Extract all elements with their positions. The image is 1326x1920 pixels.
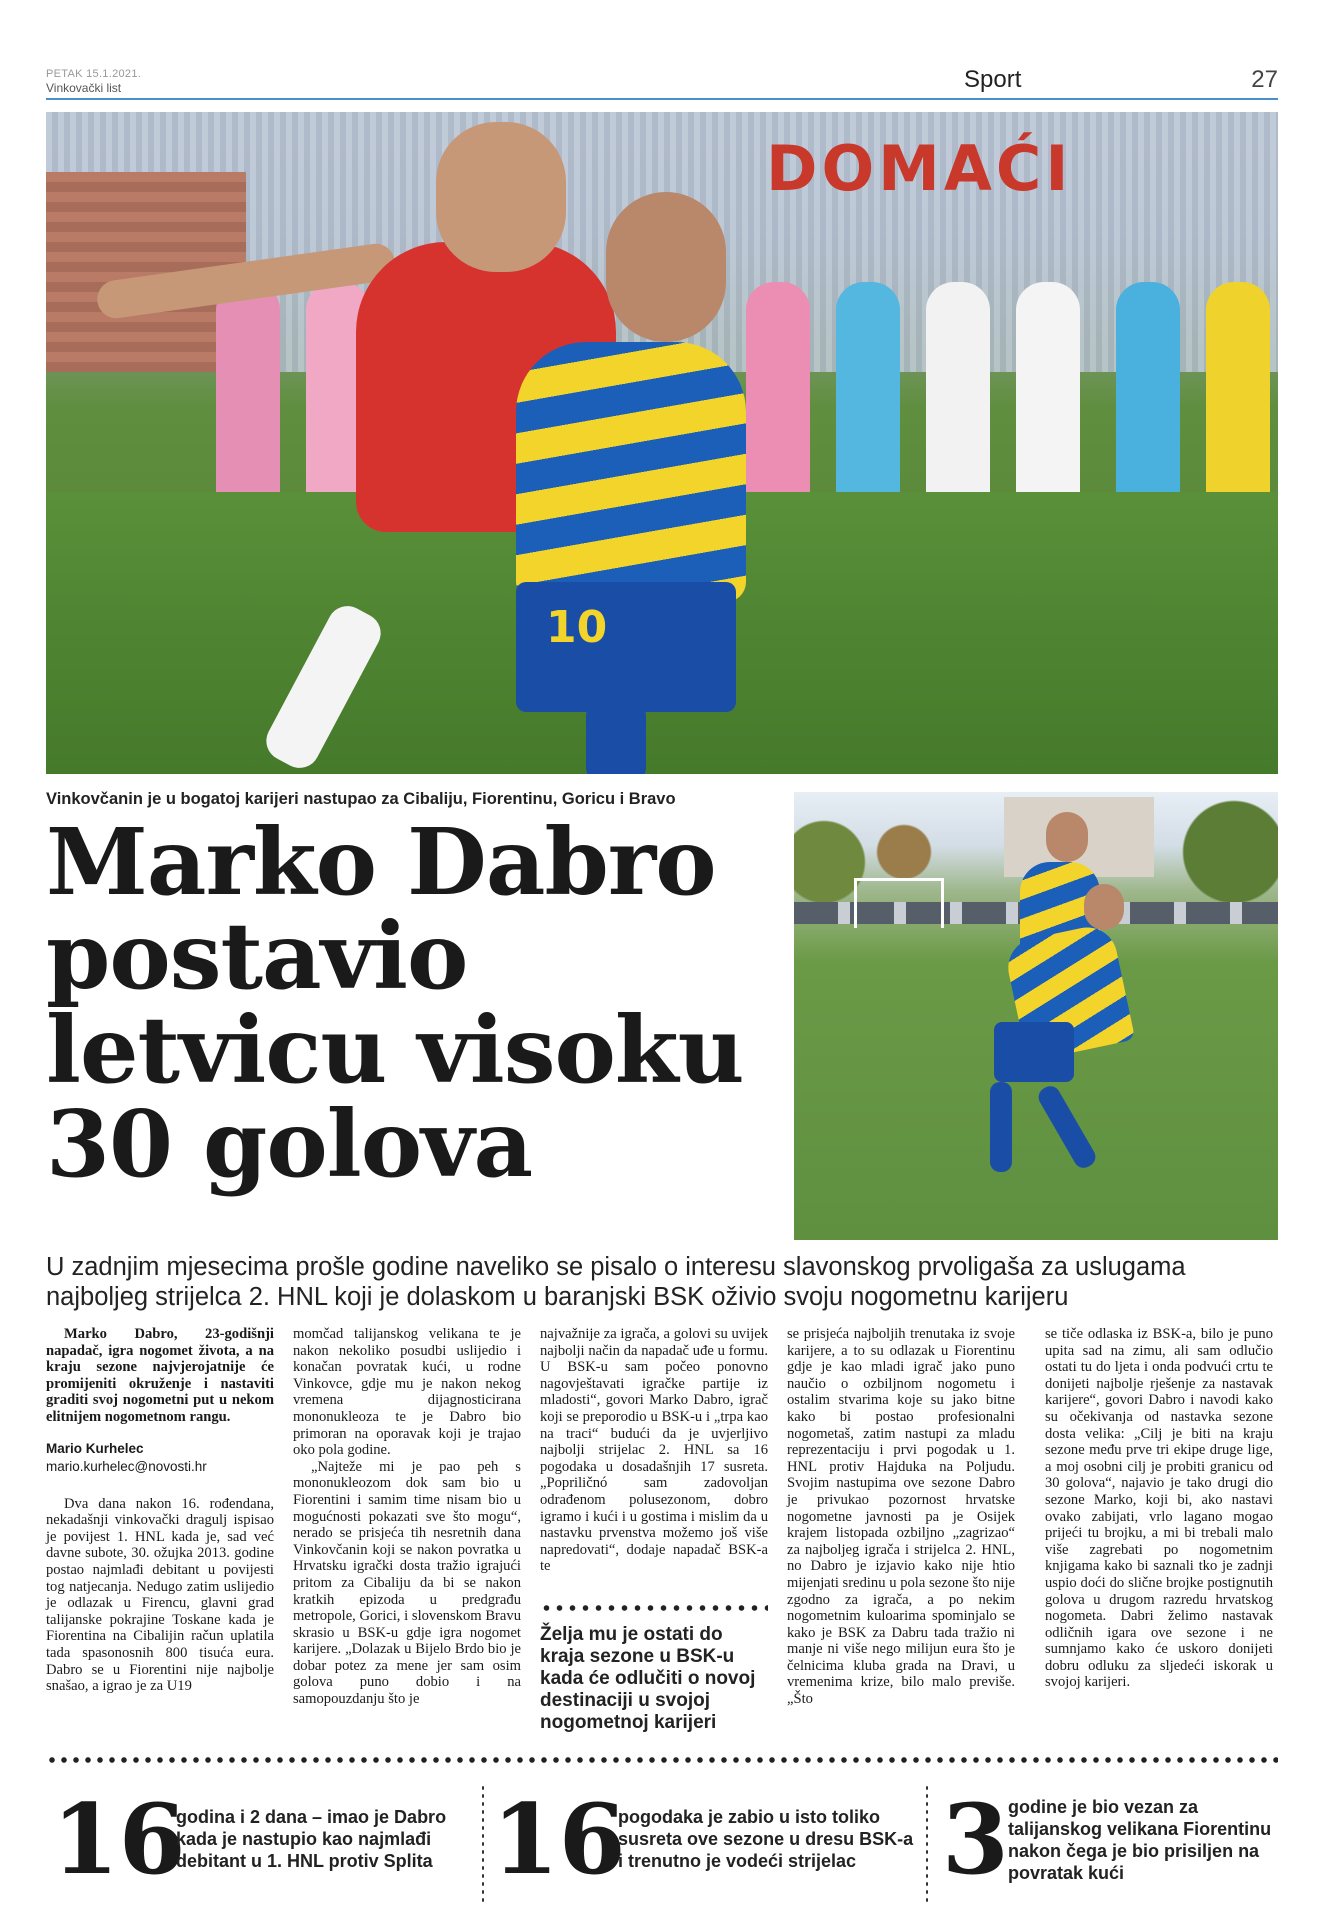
bench-player [926, 282, 990, 502]
deck: U zadnjim mjesecima prošle godine naveliko se pisalo o interesu slavonskog prvoligaša za uslugama najboljeg strijelca 2. HNL koji je dolaskom u baranjski BSK oživio svoju nogometnu karijeru [46, 1253, 1186, 1311]
fact-separator [482, 1784, 484, 1904]
body-paragraph: „Najteže mi je pao peh s mononukleozom dok sam bio u Fiorentini i samim time nisam bio u mogućnosti pokazati sve što mogu“, nerado se prisjeća tih nesretnih dana Vinkovčanin koji se nakon povratka u Hrvatsku igrački dosta tražio igrajući pritom za Cibaliju da bi se nakon kratkih epizoda u predgrađu metropole, Gorici, i slovenskom Bravu skrasio u BSK-u gdje igra nogomet karijere. „Dolazak u Bijelo Brdo bio je dobar potez za mene jer sam osim golova puno dobio i na samopouzdanju što je [293, 1458, 521, 1708]
page-number: 27 [1251, 66, 1278, 93]
player-head [1046, 812, 1088, 862]
byline [46, 1440, 274, 1476]
page-header [46, 66, 1278, 100]
facts-divider [46, 1756, 1278, 1764]
fact-text: godina i 2 dana – imao je Dabro kada je nastupio kao najmlađi debitant u 1. HNL protiv Splita [176, 1807, 447, 1871]
yellow-player-head [606, 192, 726, 342]
fact-number: 16 [492, 1783, 626, 1896]
red-player-head [436, 122, 566, 272]
headline-line: postavio [46, 902, 468, 1010]
pull-quote: Želja mu je ostati do kraja sezone u BSK-u kada će odlučiti o novoj destinaciji u svojoj nogometnoj karijeri [540, 1624, 756, 1733]
body-paragraph: se prisjeća najboljih trenutaka iz svoje karijere, a to su odlazak u Fiorentinu gdje je kao mladi igrač jako puno naučio o ozbiljnom nogometu i ostalim stvarima koje su jako bitne kako bi postao profesionalni nogometaš, zatim nastupi za mladu reprezentaciju i prvi pogodak u 1. HNL protiv Hajduka na Poljudu. Svojim nastupima ove sezone Dabro je privukao pozornost hrvatske nogometne javnosti pa je Osijek krajem listopada ozbiljno „zagrizao“ za najboljeg igrača i strijelca 2. HNL, no Dabro je izjavio kako nije htio mijenjati sredinu u pola sezone što nije zgodno za igrača, a po nekim nogometnim kuloarima spominjalo se kako je BSK za Dabru tada tražio ni manje ni više nego milijun eura što je čelnicima kluba grada na Dravi, u vremenima krize, bilo malo previše. „Što [787, 1326, 1015, 1708]
issue-date: PETAK 15.1.2021. [46, 68, 142, 80]
body-paragraph: momčad talijanskog velikana te je nakon nekoliko posudbi uslijedio i konačan povratak kući, u rodne Vinkovce, gdje mu je nakon nekog vremena dijagnosticirana mononukleoza te je Dabro bio primoran na oporavak koji je trajao oko pola godine. [293, 1326, 521, 1459]
quote-divider [540, 1604, 768, 1612]
author-name: Mario Kurhelec [46, 1440, 144, 1456]
headline-line: letvicu visoku [46, 996, 744, 1104]
bench-player [1206, 282, 1270, 502]
player-leg [1035, 1083, 1099, 1172]
article-column-1 [46, 1326, 274, 1695]
goal-frame [854, 878, 944, 928]
kicker: Vinkovčanin je u bogatoj karijeri nastupao za Cibaliju, Fiorentinu, Goricu i Bravo [46, 790, 676, 808]
body-paragraph: se tiče odlaska iz BSK-a, bilo je puno upita sad na zimu, ali sam odlučio ostati tu do ljeta i onda podvući crtu te donijeti najbolje rješenje za nastavak karijere“, govori Dabro i navodi kako su očekivanja od nastavka sezone dosta velika: „Cilj je biti na kraju sezone među prve tri ekipe druge lige, a moj osobni cilj je probiti granicu od 30 golova“, najavio je tako drugi dio sezone Marko, koji bi, ako nastavi ovako zabijati, vrlo lagano mogao prijeći tu brojku, a mi bi trebali malo više zagrebati po nogometnim knjigama kako bi saznali tko je zadnji uspio doći do slične brojke postignutih golova u drugom razredu hrvatskog nogometa. Dabri želimo nastavak odličnih igara ove sezone i ne sumnjamo kako će uskoro donijeti dobru odluku za sljedeći iskorak u svojoj karijeri. [1045, 1326, 1273, 1691]
headline-line: Marko Dabro [46, 808, 716, 916]
article-column-3 [540, 1326, 768, 1575]
article-column-5 [1045, 1326, 1273, 1691]
section-title: Sport [964, 66, 1022, 93]
bench-player [1116, 282, 1180, 502]
newspaper-name: Vinkovački list [46, 81, 122, 95]
author-email[interactable]: mario.kurhelec@novosti.hr [46, 1458, 207, 1474]
body-paragraph: najvažnije za igrača, a golovi su uvijek najbolji način da napadač uđe u formu. U BSK-u sam počeo ponovno nagovještavati igračke partije iz mladosti“, govori Marko Dabro, igrač koji se preporodio u BSK-u i „trpa kao na traci“ budući da je uvjerljivo najbolji strijelac 2. HNL sa 16 pogodaka u dosadašnjih 17 susreta. „Popriličnó sam zadovoljan odrađenom polusezonom, dobro igramo i kući i u gostima i mislim da u nastavku prvenstva možemo još više napredovati“, dodaje napadač BSK-a te [540, 1326, 768, 1575]
bench-player [836, 282, 900, 502]
jersey-number: 10 [546, 602, 608, 653]
article-column-4 [787, 1326, 1015, 1708]
bench-player [1016, 282, 1080, 502]
fact-separator [926, 1784, 928, 1904]
fact-text: godine je bio vezan za talijanskog velikana Fiorentinu nakon čega je bio prisiljen na povratak kući [1008, 1797, 1272, 1883]
headline-line: 30 golova [46, 1090, 533, 1198]
dugout-sign: DOMAĆI [766, 132, 1073, 205]
player-head [1084, 884, 1124, 930]
side-photo [794, 792, 1278, 1240]
player-shorts [994, 1022, 1074, 1082]
bench-player [746, 282, 810, 502]
fact-number: 16 [52, 1783, 186, 1896]
lead-paragraph: Marko Dabro, 23-godišnji napadač, igra nogomet života, a na kraju sezone najvjerojatnije će promijeniti okruženje i nastaviti graditi svoj nogometni put u nekom elitnijem nogometnom rangu. [46, 1326, 274, 1425]
yellow-player-sock [586, 702, 646, 774]
headline [46, 808, 786, 1198]
main-photo [46, 112, 1278, 774]
player-leg [990, 1082, 1012, 1172]
fact-text: pogodaka je zabio u isto toliko susreta ove sezone u dresu BSK-a i trenutno je vodeći strijelac [618, 1807, 914, 1871]
article-column-2 [293, 1326, 521, 1708]
yellow-player [516, 342, 746, 602]
bench-player [216, 282, 280, 502]
body-paragraph: Dva dana nakon 16. rođendana, nekadašnji vinkovački dragulj ispisao je povijest 1. HNL kada je, sad već davne subote, 30. ožujka 2013. godine postao najmlađi debitant u povijesti tog natjecanja. Nedugo zatim uslijedio je odlazak u Firencu, glavni grad talijanske pokrajine Toskane kada je Fiorentina na Cibalijin račun uplatila tada spasonosnih 800 tisuća eura. Dabro se u Fiorentini nije najbolje snašao, a igrao je za U19 [46, 1495, 274, 1695]
fact-number: 3 [942, 1783, 1009, 1896]
